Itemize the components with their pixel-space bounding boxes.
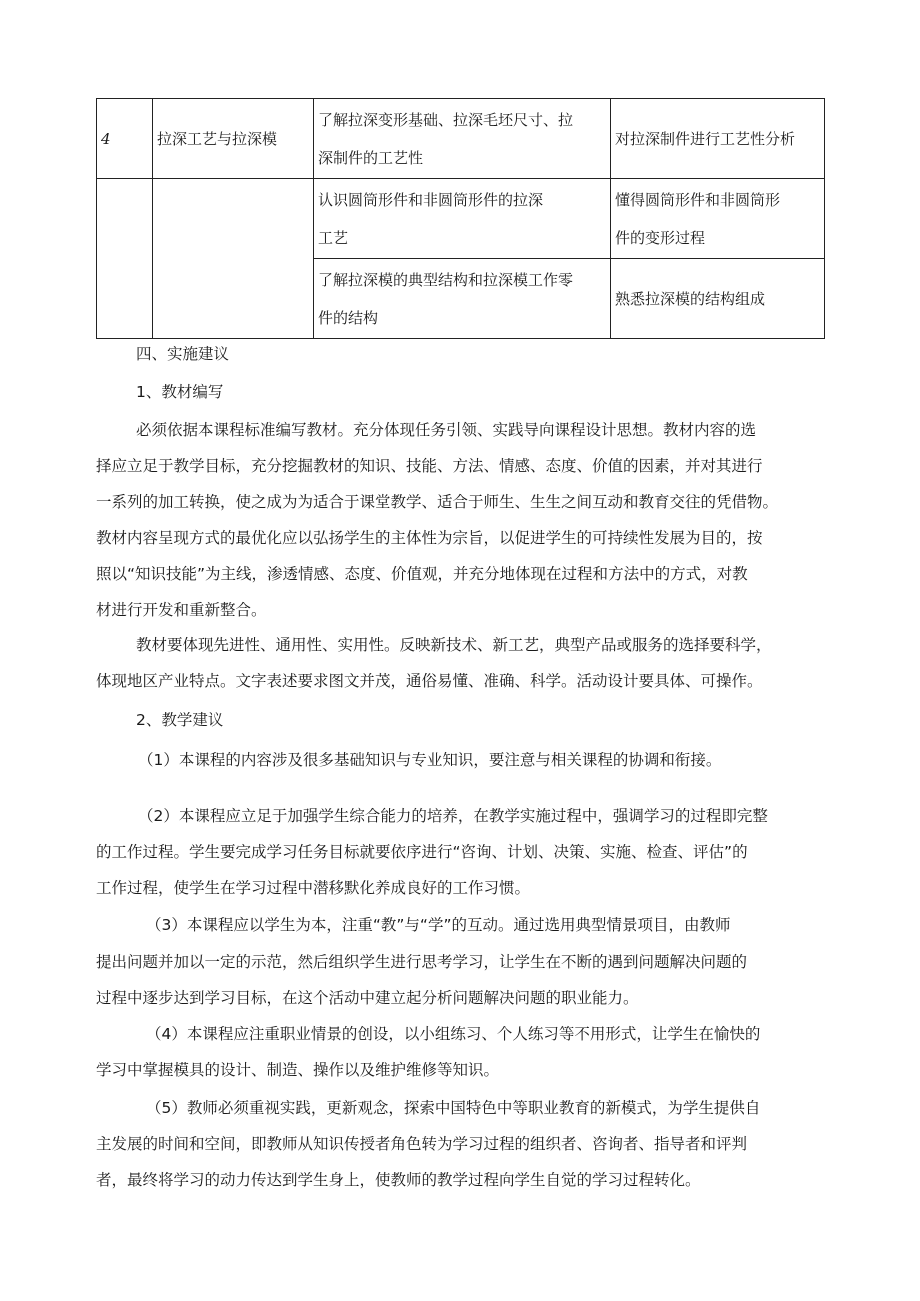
knowledge-cell	[314, 259, 611, 339]
table-row	[97, 179, 825, 259]
list-item-line: 提出问题并加以一定的示范，然后组织学生进行思考学习，让学生在不断的遇到问题解决问题的	[96, 953, 748, 971]
cell-line: 认识圆筒形件和非圆筒形件的拉深	[318, 190, 544, 209]
cell-line: 件的变形过程	[615, 228, 706, 247]
row-number: 4	[97, 99, 153, 179]
paragraph-line: 必须依据本课程标准编写教材。充分体现任务引领、实践导向课程设计思想。教材内容的选	[136, 421, 757, 439]
cell-line: 熟悉拉深模的结构组成	[615, 289, 766, 308]
knowledge-cell	[314, 99, 611, 179]
list-item-line: （1）本课程的内容涉及很多基础知识与专业知识，要注意与相关课程的协调和衔接。	[138, 751, 722, 769]
section-heading: 四、实施建议	[136, 345, 230, 363]
list-item-line: （3）本课程应以学生为本，注重“教”与“学”的互动。通过选用典型情景项目，由教师	[146, 916, 731, 934]
row-number	[97, 179, 153, 339]
cell-line: 深制件的工艺性	[318, 148, 424, 167]
skill-cell	[611, 179, 825, 259]
cell-line: 件的结构	[318, 308, 379, 327]
skill-cell	[611, 99, 825, 179]
list-item-line: （4）本课程应注重职业情景的创设，以小组练习、个人练习等不用形式，让学生在愉快的	[146, 1025, 761, 1043]
cell-line: 了解拉深变形基础、拉深毛坯尺寸、拉	[318, 110, 574, 129]
paragraph-line: 照以“知识技能”为主线，渗透情感、态度、价值观，并充分地体现在过程和方法中的方式，对教	[96, 565, 748, 583]
paragraph-line: 择应立足于教学目标，充分挖掘教材的知识、技能、方法、情感、态度、价值的因素，并对其进行	[96, 457, 763, 475]
list-item-line: 学习中掌握模具的设计、制造、操作以及维护维修等知识。	[96, 1061, 500, 1079]
list-item-line: （5）教师必须重视实践，更新观念，探索中国特色中等职业教育的新模式，为学生提供自	[146, 1099, 761, 1117]
cell-line: 了解拉深模的典型结构和拉深模工作零	[318, 270, 574, 289]
list-item-line: 者，最终将学习的动力传达到学生身上，使教师的教学过程向学生自觉的学习过程转化。	[96, 1171, 701, 1189]
cell-line: 懂得圆筒形件和非圆筒形	[615, 190, 781, 209]
task-cell: 拉深工艺与拉深模	[153, 99, 314, 179]
paragraph-line: 一系列的加工转换，使之成为为适合于课堂教学、适合于师生、生生之间互动和教育交往的凭借物。	[96, 493, 779, 511]
task-cell	[153, 179, 314, 339]
course-content-table	[96, 98, 825, 339]
paragraph-line: 材进行开发和重新整合。	[96, 601, 267, 619]
cell-line: 对拉深制件进行工艺性分析	[615, 129, 796, 148]
list-item-line: 过程中逐步达到学习目标，在这个活动中建立起分析问题解决问题的职业能力。	[96, 989, 639, 1007]
list-item-line: 工作过程，使学生在学习过程中潜移默化养成良好的工作习惯。	[96, 879, 531, 897]
list-item-line: 主发展的时间和空间，即教师从知识传授者角色转为学习过程的组织者、咨询者、指导者和评判	[96, 1135, 748, 1153]
cell-line: 工艺	[318, 228, 349, 247]
subsection-heading: 1、教材编写	[136, 383, 224, 401]
subsection-heading: 2、教学建议	[136, 711, 224, 729]
list-item-line: （2）本课程应立足于加强学生综合能力的培养，在教学实施过程中，强调学习的过程即完整	[138, 807, 768, 825]
skill-cell	[611, 259, 825, 339]
paragraph-line: 教材内容呈现方式的最优化应以弘扬学生的主体性为宗旨，以促进学生的可持续性发展为目的，按	[96, 529, 763, 547]
table-row	[97, 99, 825, 179]
knowledge-cell	[314, 179, 611, 259]
paragraph-line: 体现地区产业特点。文字表述要求图文并茂，通俗易懂、准确、科学。活动设计要具体、可操作。	[96, 672, 763, 690]
paragraph-line: 教材要体现先进性、通用性、实用性。反映新技术、新工艺，典型产品或服务的选择要科学，	[136, 636, 772, 654]
list-item-line: 的工作过程。学生要完成学习任务目标就要依序进行“咨询、计划、决策、实施、检查、评估”的	[96, 843, 748, 861]
